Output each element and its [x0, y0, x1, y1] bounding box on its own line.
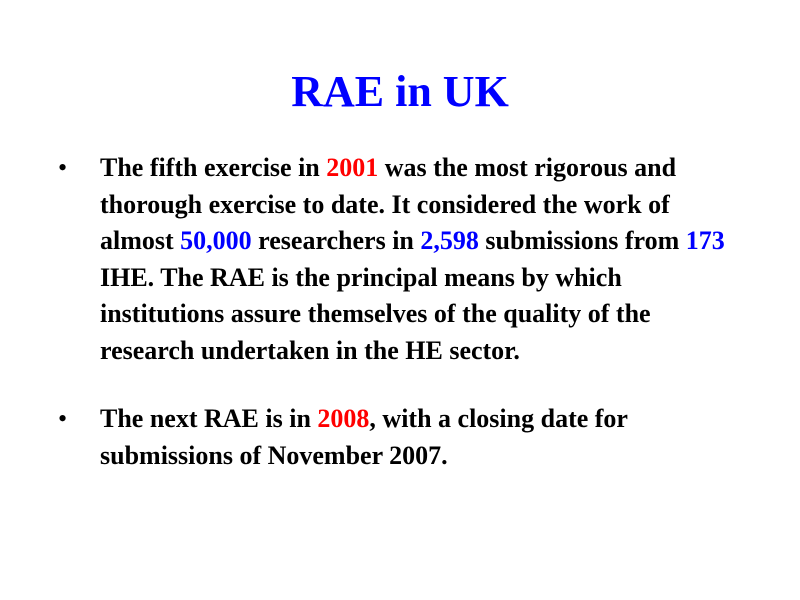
year-highlight: 2001	[326, 153, 379, 182]
text-segment: The next RAE is in	[100, 404, 318, 433]
text-segment: submissions from	[478, 226, 686, 255]
bullet-item-2	[50, 401, 740, 474]
text-segment: was the most rigorous and thorough exercise to date. It considered the work of almost	[100, 153, 677, 255]
text-segment: , with a closing date for submissions of November 2007.	[100, 404, 628, 470]
bullet-list	[50, 150, 740, 474]
text-segment: The fifth exercise in	[100, 153, 327, 182]
bullet-text	[100, 153, 725, 365]
researchers-count-highlight: 50,000	[180, 226, 252, 255]
bullet-dot: •	[58, 153, 68, 182]
bullet-dot: •	[58, 404, 68, 433]
bullet-item-1	[50, 150, 740, 369]
bullet-text	[100, 404, 628, 470]
text-segment: IHE. The RAE is the principal means by which institutions assure themselves of the quality of the research undertaken in the HE sector.	[100, 262, 651, 365]
ihe-count-highlight: 173	[685, 226, 725, 255]
text-segment: researchers in	[251, 226, 421, 255]
slide-title: RAE in UK	[291, 67, 509, 116]
year-highlight: 2008	[317, 404, 370, 433]
submissions-count-highlight: 2,598	[420, 226, 479, 255]
